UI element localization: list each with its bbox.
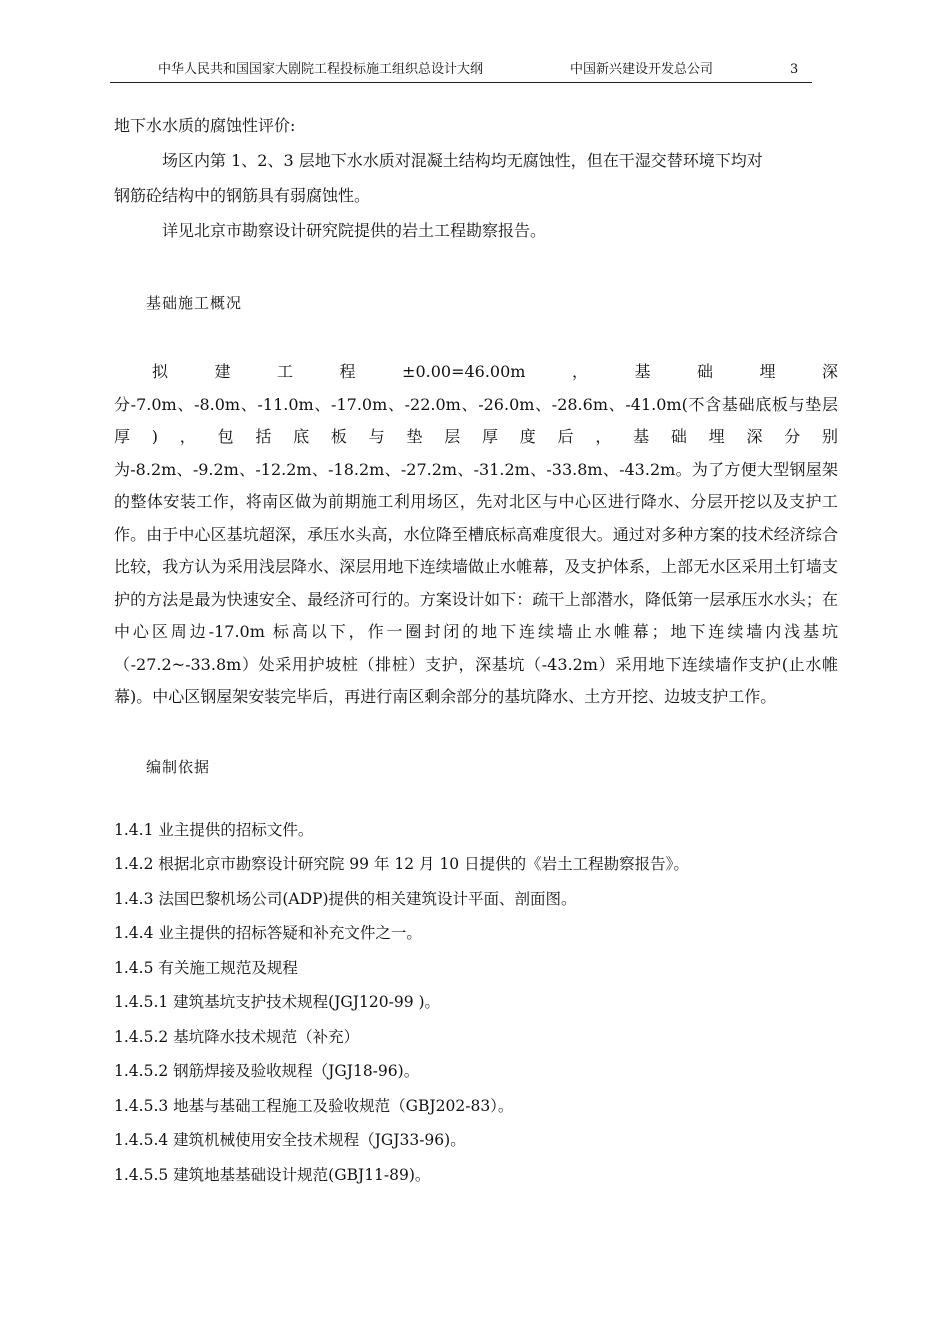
list-item: 1.4.5.5 建筑地基基础设计规范(GBJ11-89)。 (114, 1165, 431, 1184)
page-header (110, 60, 812, 83)
header-company: 中国新兴建设开发总公司 (570, 62, 714, 77)
list-item: 1.4.5.3 地基与基础工程施工及验收规范（GBJ202-83）。 (114, 1096, 514, 1115)
list-item: 1.4.5.4 建筑机械使用安全技术规程（JGJ33-96)。 (114, 1131, 466, 1149)
groundwater-text-line1: 场区内第 1、2、3 层地下水水质对混凝土结构均无腐蚀性，但在干湿交替环境下均对 (162, 151, 763, 170)
list-item: 1.4.3 法国巴黎机场公司(ADP)提供的相关建筑设计平面、剖面图。 (114, 889, 577, 908)
groundwater-text-line3: 详见北京市勘察设计研究院提供的岩土工程勘察报告。 (162, 221, 547, 240)
list-item: 1.4.5 有关施工规范及规程 (114, 958, 298, 977)
document-body (114, 108, 838, 1192)
page-number: 3 (790, 62, 799, 77)
list-item: 1.4.4 业主提供的招标答疑和补充文件之一。 (114, 924, 422, 942)
groundwater-text-line2: 钢筋砼结构中的钢筋具有弱腐蚀性。 (114, 186, 371, 205)
header-title: 中华人民共和国国家大剧院工程投标施工组织总设计大纲 (158, 62, 484, 77)
list-item: 1.4.5.1 建筑基坑支护技术规程(JGJ120-99 )。 (114, 993, 441, 1011)
list-item: 1.4.5.2 基坑降水技术规范（补充） (114, 1027, 360, 1046)
foundation-heading: 基础施工概况 (146, 294, 243, 312)
list-item: 1.4.2 根据北京市勘察设计研究院 99 年 12 月 10 日提供的《岩土工程勘察报告》。 (114, 855, 689, 873)
basis-list (114, 813, 838, 1193)
list-item: 1.4.1 业主提供的招标文件。 (114, 820, 314, 839)
foundation-paragraph: 拟建工程±0.00=46.00m，基础埋深分-7.0m、-8.0m、-11.0m、-17.0m、-22.0m、-26.0m、-28.6m、-41.0m(不含基础底板与垫层厚)，包括底板与垫层厚度后，基础埋深分别为-8.2m、-9.2m、-12.2m、-18.2m、-27.2m、-31.2m、-33.8m、-43.2m。为了方便大型钢屋架的整体安装工作，将南区做为前期施工利用场区，先对北区与中心区进行降水、分层开挖以及支护工作。由于中心区基坑超深，承压水头高，水位降至槽底标高难度很大。通过对多种方案的技术经济综合比较，我方认为采用浅层降水、深层用地下连续墙做止水帷幕，及支护体系，上部无水区采用土钉墙支护的方法是最为快速安全、最经济可行的。方案设计如下：疏干上部潜水，降低第一层承压水水头；在中心区周边-17.0m 标高以下，作一圈封闭的地下连续墙止水帷幕；地下连续墙内浅基坑（-27.2~-33.8m）处采用护坡桩（排桩）支护，深基坑（-43.2m）采用地下连续墙作支护(止水帷幕)。中心区钢屋架安装完毕后，再进行南区剩余部分的基坑降水、土方开挖、边坡支护工作。 (114, 362, 838, 706)
groundwater-label: 地下水水质的腐蚀性评价: (114, 116, 296, 135)
basis-heading: 编制依据 (146, 757, 211, 776)
list-item: 1.4.5.2 钢筋焊接及验收规程（JGJ18-96)。 (114, 1062, 420, 1080)
